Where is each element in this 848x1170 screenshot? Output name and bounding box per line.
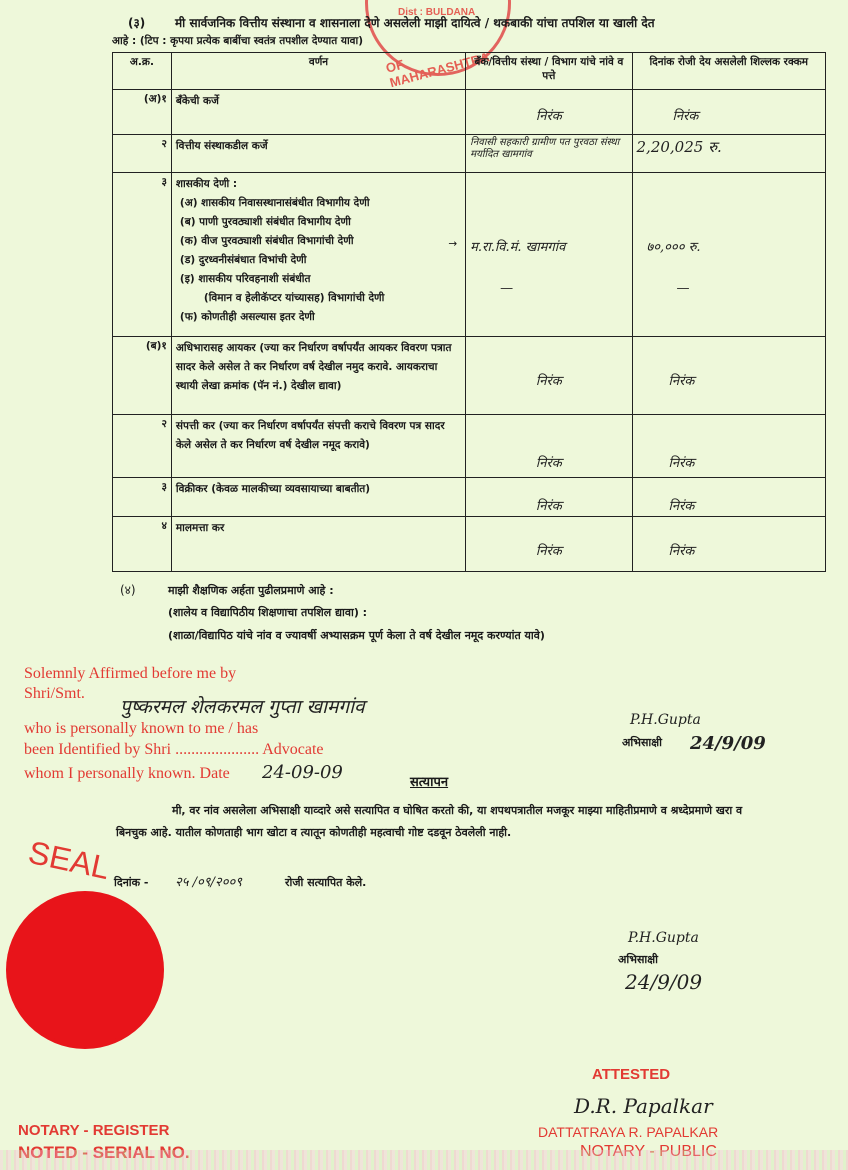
table-row xyxy=(113,135,826,173)
notary-name: DATTATRAYA R. PAPALKAR xyxy=(538,1124,719,1140)
sub-item: (ड) दुरध्वनीसंबंधात विभांची देणी xyxy=(179,254,307,266)
row-sr: ३ xyxy=(113,173,172,337)
row-sr: (अ)१ xyxy=(113,90,172,135)
deponent-signature: P.H.Gupta xyxy=(630,712,701,728)
attested-stamp: ATTESTED xyxy=(592,1066,671,1083)
table-row xyxy=(113,478,826,517)
table-row xyxy=(113,415,826,478)
notary-signature: D.R. Papalkar xyxy=(574,1094,713,1118)
sub-item: (अ) शासकीय निवासस्थानासंबंधीत विभागीय देणी xyxy=(179,197,370,209)
deponent-date: 24/9/09 xyxy=(690,733,766,754)
deponent-label: अभिसाक्षी xyxy=(622,736,663,749)
row-bank: निरंक xyxy=(466,517,632,572)
row-desc: अधिभारासह आयकर (ज्या कर निर्धारण वर्षापर्यंत आयकर विवरण पत्रात सादर केले असेल ते कर निर्धारण वर्ष देखील नमुद करावे. आयकराचा स्थायी लेखा क्रमांक (पॅन नं.) देखील द्यावा) xyxy=(171,337,465,415)
row-desc: विक्रीकर (केवळ मालकीच्या व्यवसायाच्या बाबतीत) xyxy=(171,478,465,517)
sub-item: (फ) कोणतीही असल्यास इतर देणी xyxy=(179,311,315,323)
header-amount: दिनांक रोजी देय असलेली शिल्लक रक्कम xyxy=(632,53,825,90)
row-desc: वित्तीय संस्थाकडील कर्जे xyxy=(171,135,465,173)
row-amount xyxy=(632,173,825,337)
verification-date: २५ /०९/२००९ xyxy=(175,875,242,890)
deponent-name: पुष्करमल शेलकरमल गुप्ता खामगांव xyxy=(120,696,365,718)
row-amount: निरंक xyxy=(632,415,825,478)
section3-intro2: आहे : (टिप : कृपया प्रत्येक बाबींचा स्वतंत्र तपशील देण्यात यावा) xyxy=(112,35,364,47)
row-bank: निरंक xyxy=(466,337,632,415)
notary-title: NOTARY - PUBLIC xyxy=(580,1143,717,1160)
affirm-line1: Solemnly Affirmed before me by xyxy=(24,665,237,682)
table-row xyxy=(113,173,826,337)
verification-date-label: दिनांक - xyxy=(114,876,149,889)
section3-number: (३) xyxy=(128,16,146,30)
header-sr: अ.क्र. xyxy=(113,53,172,90)
row-bank: निवासी सहकारी ग्रामीण पत पुरवठा संस्था मर्यादित खामगांव xyxy=(466,135,632,173)
row-amount: निरंक xyxy=(632,478,825,517)
bank-value: म.रा.वि.मं. खामगांव xyxy=(470,240,566,255)
sub-item: (विमान व हेलीकॅप्टर यांच्यासह) विभागांची देणी xyxy=(203,292,385,304)
verification-body: मी, वर नांव असलेला अभिसाक्षी याव्दारे असे सत्यापित व घोषित करतो की, या शपथपत्रातील मजकूर माझ्या माहितीप्रमाणे व श्रध्देप्रमाणे खरा व बिनचुक आहे. यातील कोणताही भाग खोटा व त्यातून कोणतीही महत्वाची गोष्ट दडवून ठेवलेली नाही. xyxy=(116,804,743,839)
row-desc: बँकेची कर्जे xyxy=(171,90,465,135)
row-desc: संपत्ती कर (ज्या कर निर्धारण वर्षापर्यंत संपत्ती कराचे विवरण पत्र सादर केले असेल ते कर निर्धारण वर्ष देखील नमूद करावे) xyxy=(171,415,465,478)
affirm-line5: whom I personally known. Date xyxy=(24,765,230,782)
row-amount: निरंक xyxy=(632,337,825,415)
section4-line1: माझी शैक्षणिक अर्हता पुढीलप्रमाणे आहे : xyxy=(168,584,334,597)
row-bank: निरंक xyxy=(466,478,632,517)
row-desc: मालमत्ता कर xyxy=(171,517,465,572)
section4-line3: (शाळा/विद्यापिठ यांचे नांव व ज्यावर्षी अभ्यासक्रम पूर्ण केला ते वर्ष देखील नमूद करण्यांत यावे) xyxy=(168,629,545,642)
table-row xyxy=(113,517,826,572)
table-row xyxy=(113,337,826,415)
red-wax-seal xyxy=(10,895,160,1045)
dash: — xyxy=(676,281,690,296)
dash: — xyxy=(500,281,514,296)
section4-line2: (शालेय व विद्यापिठीय शिक्षणाचा तपशिल द्यावा) : xyxy=(168,606,368,619)
scan-artifact xyxy=(0,1150,848,1170)
header-bank: बँक/वित्तीय संस्था / विभाग यांचे नांवे व पत्ते xyxy=(466,53,632,90)
row-amount: निरंक xyxy=(632,517,825,572)
amount-value: ७०,००० रु. xyxy=(646,240,701,255)
sub-item: (इ) शासकीय परिवहनाशी संबंधीत xyxy=(179,273,311,285)
notary-serial: NOTED - SERIAL NO. xyxy=(18,1143,190,1162)
table-row xyxy=(113,90,826,135)
row-bank: निरंक xyxy=(466,90,632,135)
row-amount: 2,20,025 रु. xyxy=(632,135,825,173)
affirm-date: 24-09-09 xyxy=(262,762,343,783)
row-sr: २ xyxy=(113,135,172,173)
sub-item: (क) वीज पुरवठ्याशी संबंधीत विभागांची देणी xyxy=(179,235,354,247)
section3-intro: मी सार्वजनिक वित्तीय संस्थाना व शासनाला देणे असलेली माझी दायित्वे / थकबाकी यांचा तपशिल या खाली देत xyxy=(175,16,655,30)
affirm-line2: Shri/Smt. xyxy=(24,685,85,702)
affirm-line3: who is personally known to me / has xyxy=(24,720,259,737)
row-desc xyxy=(171,173,465,337)
header-desc: वर्णन xyxy=(171,53,465,90)
row-sr: २ xyxy=(113,415,172,478)
row-sr: ४ xyxy=(113,517,172,572)
row-sr: ३ xyxy=(113,478,172,517)
section4-number: (४) xyxy=(120,583,136,597)
arrow-icon: → xyxy=(448,238,458,250)
deponent2-label: अभिसाक्षी xyxy=(618,953,659,966)
verification-date-suffix: रोजी सत्यापित केले. xyxy=(285,876,367,889)
deponent2-signature: P.H.Gupta xyxy=(628,930,699,946)
affirm-line4: been Identified by Shri ..................... Advocate xyxy=(24,741,324,758)
row-sr: (ब)१ xyxy=(113,337,172,415)
row-desc-title: शासकीय देणी : xyxy=(175,178,238,190)
stamp-district: Dist : BULDANA xyxy=(398,7,476,18)
liabilities-table xyxy=(112,52,826,572)
row-amount: निरंक xyxy=(632,90,825,135)
deponent2-date: 24/9/09 xyxy=(625,970,703,994)
seal-stamp-text: SEAL xyxy=(25,833,113,887)
row-bank xyxy=(466,173,632,337)
stamp-ring-text: OF MAHARASHTRA xyxy=(384,49,492,91)
sub-item: (ब) पाणी पुरवठ्याशी संबंधीत विभागीय देणी xyxy=(179,216,351,228)
notary-register: NOTARY - REGISTER xyxy=(18,1122,170,1139)
table-header xyxy=(113,53,826,90)
row-bank: निरंक xyxy=(466,415,632,478)
verification-title: सत्यापन xyxy=(410,775,449,790)
